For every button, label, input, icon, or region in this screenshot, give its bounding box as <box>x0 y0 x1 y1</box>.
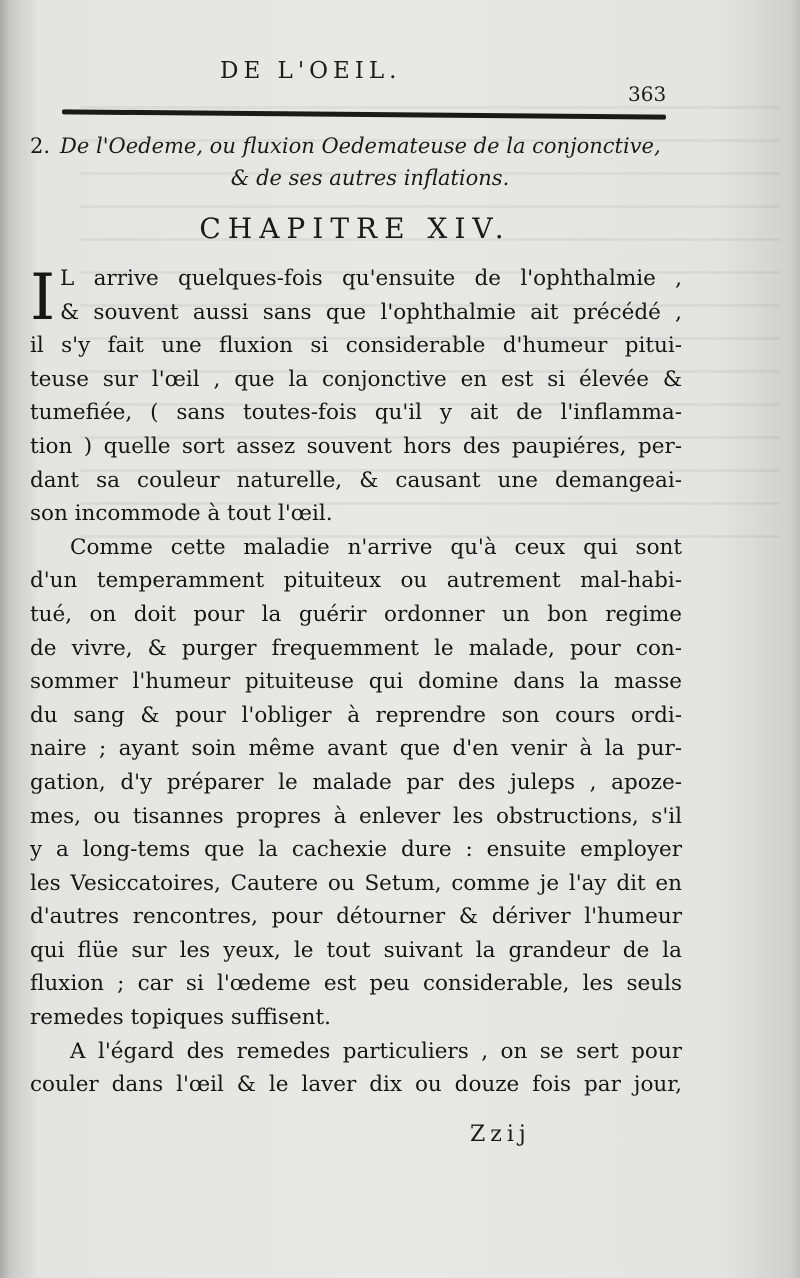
text-line: A l'égard des remedes particuliers , on se sert pour <box>70 1038 682 1064</box>
text-line: tion ) quelle sort assez souvent hors des paupiéres, per- <box>30 433 682 459</box>
section-title <box>30 130 680 194</box>
text-line: & souvent aussi sans que l'ophthalmie ait précédé , <box>60 299 682 325</box>
text-line: mes, ou tisannes propres à enlever les obstructions, s'il <box>30 803 682 829</box>
text-line: teuse sur l'œil , que la conjonctive en est si élevée & <box>30 366 682 392</box>
text-line: fluxion ; car si l'œdeme est peu considerable, les seuls <box>30 971 682 997</box>
running-head <box>160 58 620 90</box>
text-line: couler dans l'œil & le laver dix ou douze fois par jour, <box>30 1072 682 1098</box>
page-number: 363 <box>628 82 667 106</box>
text-line: d'autres rencontres, pour détourner & dériver l'humeur <box>30 904 682 930</box>
running-title: DE L'OEIL. <box>220 58 402 84</box>
section-title-line-2: & de ses autres inflations. <box>230 166 510 190</box>
text-line: d'un temperamment pituiteux ou autrement mal-habi- <box>30 568 682 594</box>
text-line: Comme cette maladie n'arrive qu'à ceux qui sont <box>70 534 682 560</box>
body-text <box>30 262 682 1102</box>
text-line: gation, d'y préparer le malade par des juleps , apoze- <box>30 769 682 795</box>
text-line: tumefiée, ( sans toutes-fois qu'il y ait de l'inflamma- <box>30 400 682 426</box>
text-line: tué, on doit pour la guérir ordonner un bon regime <box>30 601 682 627</box>
text-line: y a long-tems que la cachexie dure : ensuite employer <box>30 837 682 863</box>
paragraph-2 <box>30 531 682 1035</box>
drop-cap: I <box>30 261 56 335</box>
text-line: de vivre, & purger frequemment le malade, pour con- <box>30 635 682 661</box>
text-line: sommer l'humeur pituiteuse qui domine dans la masse <box>30 669 682 695</box>
text-line: du sang & pour l'obliger à reprendre son cours ordi- <box>30 702 682 728</box>
signature-mark: Zzij <box>470 1122 531 1147</box>
text-line: qui flüe sur les yeux, le tout suivant la grandeur de la <box>30 937 682 963</box>
chapter-heading: CHAPITRE XIV. <box>199 212 511 245</box>
text-line: naire ; ayant soin même avant que d'en venir à la pur- <box>30 736 682 762</box>
text-line: les Vesiccatoires, Cautere ou Setum, comme je l'ay dit en <box>30 870 682 896</box>
text-line: son incommode à tout l'œil. <box>30 501 333 527</box>
section-number: 2. <box>30 134 51 158</box>
header-rule <box>62 109 666 119</box>
text-line: il s'y fait une fluxion si considerable d'humeur pitui- <box>30 333 682 359</box>
paragraph-1 <box>30 262 682 531</box>
text-line: remedes topiques suffisent. <box>30 1005 331 1031</box>
text-line: dant sa couleur naturelle, & causant une demangeai- <box>30 467 682 493</box>
paragraph-3 <box>30 1035 682 1102</box>
section-title-line-1: De l'Oedeme, ou fluxion Oedemateuse de la conjonctive, <box>60 134 661 158</box>
text-line: L arrive quelques-fois qu'ensuite de l'ophthalmie , <box>60 266 682 291</box>
